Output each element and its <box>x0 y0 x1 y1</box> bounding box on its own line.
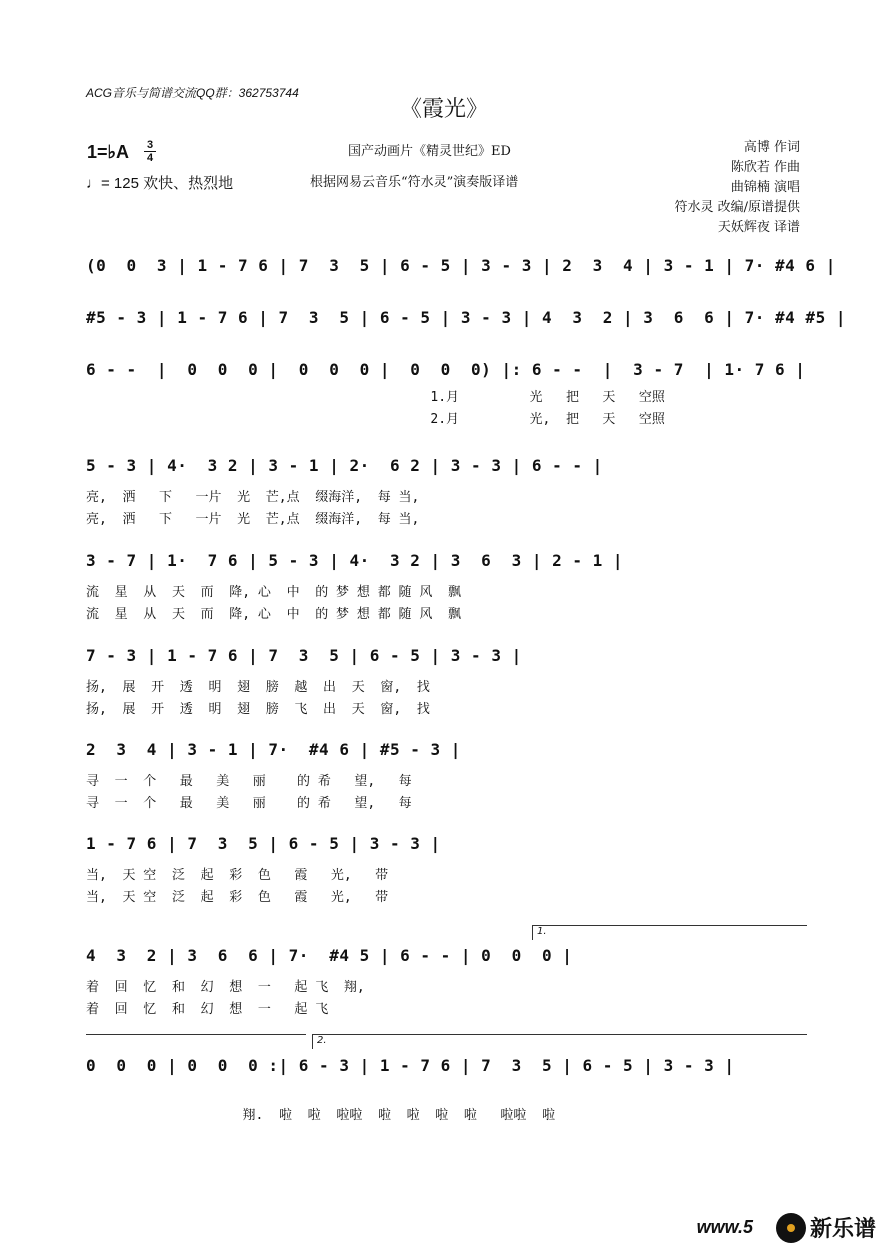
key-signature: 1=♭A <box>87 142 130 162</box>
source-line-1: 国产动画片《精灵世纪》ED <box>348 144 511 159</box>
notation-line: 5 - 3 | 4· 3 2 | 3 - 1 | 2· 6 2 | 3 - 3 | 6 - - | <box>86 456 603 475</box>
lyric-verse-1: 寻 一 个 最 美 丽 的 希 望, 每 <box>86 774 412 789</box>
lyric-verse-1: 流 星 从 天 而 降, 心 中 的 梦 想 都 随 风 飘 <box>86 585 462 600</box>
site-logo[interactable] <box>776 1212 876 1243</box>
credit-composer: 陈欣若 作曲 <box>730 160 800 175</box>
notation-line: (0 0 3 | 1 - 7 6 | 7 3 5 | 6 - 5 | 3 - 3 | 2 3 4 | 3 - 1 | 7· #4 6 | <box>86 256 836 275</box>
notation-line: 7 - 3 | 1 - 7 6 | 7 3 5 | 6 - 5 | 3 - 3 | <box>86 646 522 665</box>
notation-line: 6 - - | 0 0 0 | 0 0 0 | 0 0 0) |: 6 - - | 3 - 7 | 1· 7 6 | <box>86 360 806 379</box>
credit-singer: 曲锦楠 演唱 <box>730 180 800 195</box>
volta-1: 1. <box>532 925 807 940</box>
credit-transcriber: 天妖辉夜 译谱 <box>717 220 800 235</box>
tempo-marking: ♩= 125 欢快、热烈地 <box>86 175 234 192</box>
notation-line: #5 - 3 | 1 - 7 6 | 7 3 5 | 6 - 5 | 3 - 3 | 4 3 2 | 3 6 6 | 7· #4 #5 | <box>86 308 846 327</box>
logo-text: 新乐谱 <box>809 1217 876 1242</box>
site-url[interactable]: www.5 <box>696 1217 753 1237</box>
lyric-verse-2: 寻 一 个 最 美 丽 的 希 望, 每 <box>86 796 412 811</box>
lyric-verse-1: 当, 天 空 泛 起 彩 色 霞 光, 带 <box>86 868 389 883</box>
credits <box>674 138 800 238</box>
notation-line: 2 3 4 | 3 - 1 | 7· #4 6 | #5 - 3 | <box>86 740 461 759</box>
lyric-verse-1: 亮, 洒 下 一片 光 芒,点 缀海洋, 每 当, <box>86 490 420 505</box>
lyric-verse-1: 着 回 忆 和 幻 想 一 起 飞 翔, <box>86 980 365 995</box>
lyric-line: 翔. 啦 啦 啦啦 啦 啦 啦 啦 啦啦 啦 <box>86 1108 556 1123</box>
lyric-verse-1: 扬, 展 开 透 明 翅 膀 越 出 天 窗, 找 <box>86 680 430 695</box>
time-bottom: 4 <box>146 152 154 164</box>
time-top: 3 <box>146 139 154 151</box>
lyric-verse-1: 1.月 光 把 天 空照 <box>86 390 665 405</box>
notation-line: 4 3 2 | 3 6 6 | 7· #4 5 | 6 - - | 0 0 0 | <box>86 946 573 965</box>
lyric-verse-2: 流 星 从 天 而 降, 心 中 的 梦 想 都 随 风 飘 <box>86 607 462 622</box>
credit-arranger: 符水灵 改编/原谱提供 <box>674 200 800 215</box>
time-signature <box>144 140 156 163</box>
volta-1-continuation <box>86 1034 306 1035</box>
notation-line: 3 - 7 | 1· 7 6 | 5 - 3 | 4· 3 2 | 3 6 3 | 2 - 1 | <box>86 551 624 570</box>
lyric-verse-2: 着 回 忆 和 幻 想 一 起 飞 <box>86 1002 329 1017</box>
lyric-verse-2: 当, 天 空 泛 起 彩 色 霞 光, 带 <box>86 890 389 905</box>
notation-line: 1 - 7 6 | 7 3 5 | 6 - 5 | 3 - 3 | <box>86 834 441 853</box>
record-disc-icon <box>776 1213 806 1243</box>
credit-lyricist: 高博 作词 <box>743 140 800 155</box>
notation-line: 0 0 0 | 0 0 0 :| 6 - 3 | 1 - 7 6 | 7 3 5 | 6 - 5 | 3 - 3 | <box>86 1056 735 1075</box>
volta-2: 2. <box>312 1034 807 1049</box>
song-title: 《霞光》 <box>399 97 488 122</box>
lyric-verse-2: 2.月 光, 把 天 空照 <box>86 412 665 427</box>
source-line-2: 根据网易云音乐“符水灵”演奏版译谱 <box>310 175 519 190</box>
qq-group-note: ACG音乐与简谱交流QQ群：362753744 <box>86 86 299 100</box>
lyric-verse-2: 亮, 洒 下 一片 光 芒,点 缀海洋, 每 当, <box>86 512 420 527</box>
lyric-verse-2: 扬, 展 开 透 明 翅 膀 飞 出 天 窗, 找 <box>86 702 430 717</box>
